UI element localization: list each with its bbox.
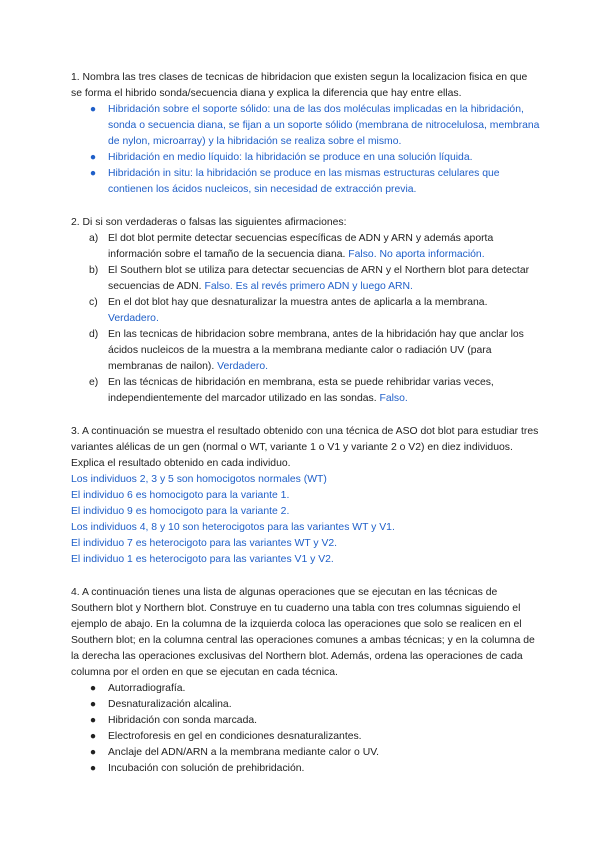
- statement-answer: Verdadero.: [108, 313, 159, 324]
- answer-line: El individuo 6 es homocigoto para la variante 1.: [71, 490, 290, 501]
- bullet-icon: ●: [89, 152, 97, 163]
- question-4: [71, 585, 540, 777]
- bullet-icon: ●: [89, 747, 97, 758]
- question-3-text: 3. A continuación se muestra el resultado obtenido con una técnica de ASO dot blot para estudiar tres variantes alélicas de un gen (normal o WT, variante 1 o V1 y variante 2 o V2) en diez individuos. Explica el resultado obtenido en cada individuo.: [71, 426, 539, 469]
- question-1-text: 1. Nombra las tres clases de tecnicas de hibridacion que existen segun la localizacion fisica en que se forma el hibrido sonda/secuencia diana y explica la diferencia que hay entre ellas.: [71, 72, 528, 99]
- operation-list-item: ● Electroforesis en gel en condiciones desnaturalizantes.: [108, 729, 540, 745]
- answer-line: El individuo 9 es homocigoto para la variante 2.: [71, 506, 290, 517]
- question-1-answers: [71, 102, 540, 198]
- answer-list-item: ● Hibridación in situ: la hibridación se produce en las mismas estructuras celulares que contienen los ácidos nucleicos, sin necesidad de extracción previa.: [89, 168, 500, 195]
- statement-answer: Falso. No aporta información.: [348, 249, 485, 260]
- answer-list-item: ● Hibridación sobre el soporte sólido: una de las dos moléculas implicadas en la hibridación, sonda o secuencia diana, se fijan a un soporte sólido (membrana de nitrocelulosa, membrana de nylon, microarray) y la hibridación se realiza sobre el mismo.: [89, 104, 540, 147]
- operation-list-item: ● Desnaturalización alcalina.: [108, 697, 540, 713]
- answer-line: Los individuos 4, 8 y 10 son heterocigotos para las variantes WT y V1.: [71, 522, 395, 533]
- question-3: [71, 424, 540, 568]
- operation-list-item: ● Incubación con solución de prehibridación.: [108, 761, 540, 777]
- operation-list-item: ● Hibridación con sonda marcada.: [108, 713, 540, 729]
- bullet-icon: ●: [89, 683, 97, 694]
- bullet-icon: ●: [89, 168, 97, 179]
- operation-list-item: ● Autorradiografía.: [108, 681, 540, 697]
- answer-line: El individuo 7 es heterocigoto para las variantes WT y V2.: [71, 538, 338, 549]
- statement-answer: Falso.: [379, 393, 408, 404]
- question-2-text: 2. Di si son verdaderas o falsas las siguientes afirmaciones:: [71, 217, 347, 228]
- statement-item: a) El dot blot permite detectar secuencias específicas de ADN y ARN y además aporta información sobre el tamaño de la secuencia diana. Falso. No aporta información.: [89, 233, 494, 260]
- bullet-icon: ●: [89, 699, 97, 710]
- statement-item: e) En las técnicas de hibridación en membrana, esta se puede rehibridar varias veces, independientemente del marcador utilizado en las sondas. Falso.: [89, 377, 494, 404]
- statement-answer: Verdadero.: [217, 361, 269, 372]
- bullet-icon: ●: [89, 763, 97, 774]
- question-2: [71, 215, 540, 407]
- bullet-icon: ●: [89, 104, 97, 115]
- statement-item: c) En el dot blot hay que desnaturalizar la muestra antes de aplicarla a la membrana. Verdadero.: [89, 297, 488, 324]
- bullet-icon: ●: [89, 731, 97, 742]
- question-4-text: 4. A continuación tienes una lista de algunas operaciones que se ejecutan en las técnicas de Southern blot y Northern blot. Construye en tu cuaderno una tabla con tres columnas siguiendo el ejemplo de abajo. En la columna de la izquierda coloca las operaciones que solo se realicen en el Southern blot; en la columna central las operaciones comunes a ambas técnicas; y en la columna de la derecha las operaciones exclusivas del Northern blot. Además, ordena las operaciones de cada columna por el orden en que se ejecutan en cada técnica.: [71, 587, 535, 678]
- statement-item: b) El Southern blot se utiliza para detectar secuencias de ARN y el Northern blot para detectar secuencias de ADN. Falso. Es al revés primero ADN y luego ARN.: [89, 265, 530, 292]
- question-2-statements: [71, 231, 540, 407]
- bullet-icon: ●: [89, 715, 97, 726]
- operation-list-item: ● Anclaje del ADN/ARN a la membrana mediante calor o UV.: [108, 745, 540, 761]
- statement-item: d) En las tecnicas de hibridacion sobre membrana, antes de la hibridación hay que anclar los ácidos nucleicos de la muestra a la membrana mediante calor o radiación UV (para membranas de nailon). Verdadero.: [89, 329, 524, 372]
- question-4-operations: [71, 681, 540, 777]
- answer-line: El individuo 1 es heterocigoto para las variantes V1 y V2.: [71, 554, 334, 565]
- answer-list-item: ● Hibridación en medio líquido: la hibridación se produce en una solución líquida.: [108, 150, 540, 166]
- question-1: [71, 70, 540, 198]
- answer-line: Los individuos 2, 3 y 5 son homocigotos normales (WT): [71, 474, 327, 485]
- statement-answer: Falso. Es al revés primero ADN y luego ARN.: [204, 281, 413, 292]
